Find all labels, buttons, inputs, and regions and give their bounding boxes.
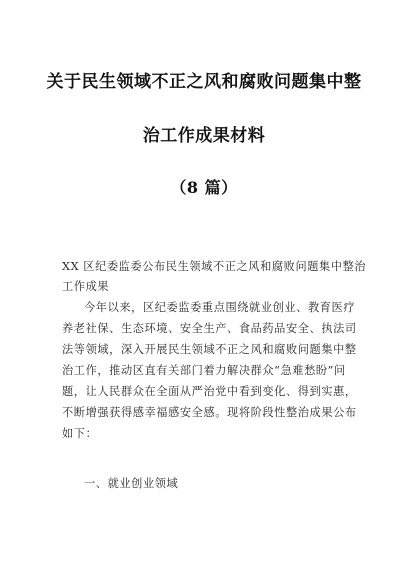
paragraph-line: 今年以来，区纪委监委重点围绕就业创业、教育医疗 [84,301,356,314]
subtitle-line: XX 区纪委监委公布民生领域不正之风和腐败问题集中整治 [62,260,367,273]
paragraph-line: 养老社保、生态环境、安全生产、食品药品安全、执法司 [62,322,357,335]
document-count-label: （8 篇） [170,178,238,197]
paragraph-line: 不断增强获得感幸福感安全感。现将阶段性整治成果公布 [62,406,357,419]
document-title-line-2: 治工作成果材料 [142,126,266,146]
paragraph-line: 法等领域，深入开展民生领域不正之风和腐败问题集中整 [62,343,357,356]
paragraph-line: 治工作，推动区直有关部门着力解决群众“急难愁盼”问 [62,364,346,377]
section-heading: 一、就业创业领域 [84,477,179,490]
subtitle-line: 工作成果 [62,280,110,293]
paragraph-line: 如下： [62,427,98,440]
paragraph-line: 题，让人民群众在全面从严治党中看到变化、得到实惠， [62,385,357,398]
document-title-line-1: 关于民生领域不正之风和腐败问题集中整 [46,72,362,92]
